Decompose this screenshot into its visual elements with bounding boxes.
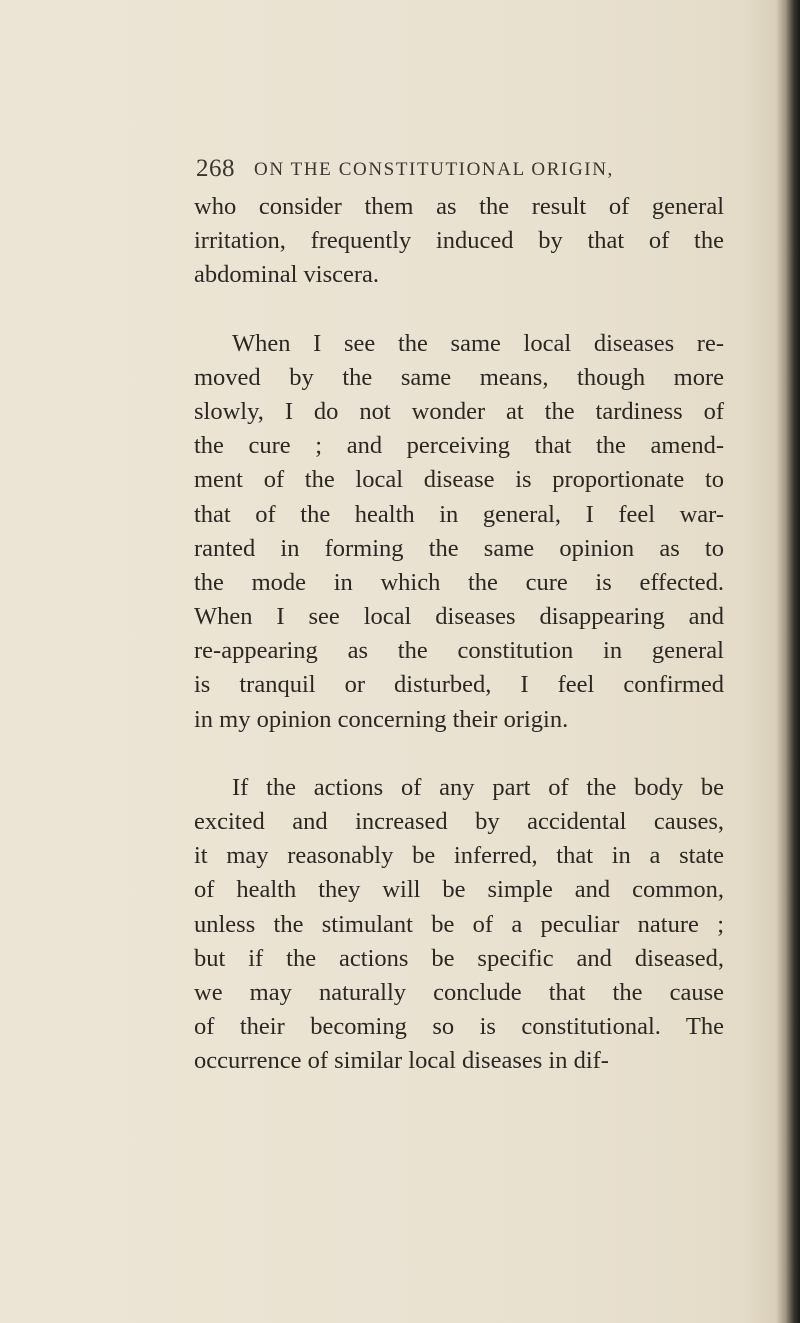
text-line: unless the stimulant be of a peculiar nature ; xyxy=(194,910,724,938)
text-line: re-appearing as the constitution in general xyxy=(194,637,724,665)
text-line: the mode in which the cure is effected. xyxy=(194,568,724,596)
text-line: If the actions of any part of the body be xyxy=(232,773,724,801)
paragraph-1 xyxy=(194,190,724,293)
body-text xyxy=(194,190,724,1113)
text-line: ment of the local disease is proportionate to xyxy=(194,466,724,494)
page-edge-shadow xyxy=(776,0,800,1323)
text-line: of their becoming so is constitutional. The xyxy=(194,1013,724,1041)
text-line: occurrence of similar local diseases in dif- xyxy=(194,1047,609,1075)
paragraph-3 xyxy=(194,771,724,1079)
text-line: the cure ; and perceiving that the amend- xyxy=(194,432,724,460)
text-line: When I see local diseases disappearing and xyxy=(194,603,724,631)
text-line: abdominal viscera. xyxy=(194,261,380,289)
paragraph-2 xyxy=(194,327,724,737)
text-line: excited and increased by accidental causes, xyxy=(194,808,724,835)
page-number: 268 xyxy=(196,155,235,182)
running-title: ON THE CONSTITUTIONAL ORIGIN, xyxy=(254,159,614,180)
text-line: of health they will be simple and common, xyxy=(194,876,724,904)
text-line: irritation, frequently induced by that of the xyxy=(194,227,724,255)
text-line: moved by the same means, though more xyxy=(194,363,724,391)
text-line: slowly, I do not wonder at the tardiness of xyxy=(194,397,724,425)
text-line: but if the actions be specific and diseased, xyxy=(194,944,724,972)
text-line: is tranquil or disturbed, I feel confirmed xyxy=(194,671,724,699)
text-line: that of the health in general, I feel war- xyxy=(194,500,724,528)
text-line: When I see the same local diseases re- xyxy=(232,329,724,357)
text-line: it may reasonably be inferred, that in a state xyxy=(194,842,724,870)
text-line: in my opinion concerning their origin. xyxy=(194,705,569,733)
text-line: ranted in forming the same opinion as to xyxy=(194,534,724,562)
running-head xyxy=(196,155,756,185)
text-line: we may naturally conclude that the cause xyxy=(194,978,724,1006)
text-line: who consider them as the result of general xyxy=(194,193,724,220)
